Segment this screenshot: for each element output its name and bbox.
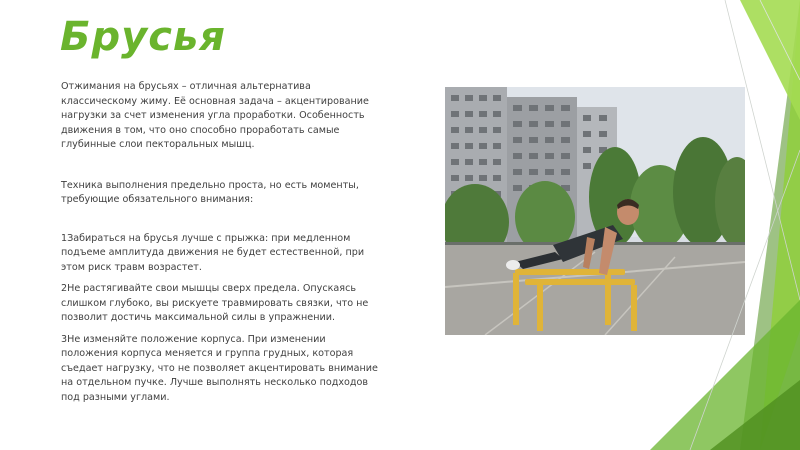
paragraph-intro: Отжимания на брусьях – отличная альтернатива классическому жиму. Её основная задача – акцентирование нагрузки за счет изменения угла проработки. Особенность движения в том, что оно способно проработать самые глубинные слои пекторальных мышц.	[61, 81, 369, 150]
slide-body	[61, 80, 383, 412]
slide-title: Брусья	[60, 14, 226, 60]
paragraph-step-1: 1Забираться на брусья лучше с прыжка: при медленном подъеме амплитуда движения не будет естественной, при этом риск травм возрастет.	[61, 232, 365, 273]
paragraph-technique: Техника выполнения предельно проста, но есть моменты, требующие обязательного внимания:	[61, 179, 359, 205]
paragraph-step-3: 3Не изменяйте положение корпуса. При изменении положения корпуса меняется и группа грудных, которая съедает нагрузку, что не позволяет акцентировать внимание на отдельном пучке. Лучше выполнять несколько подходов под разными углами.	[61, 333, 378, 403]
paragraph-step-2: 2Не растягивайте свои мышцы сверх предела. Опускаясь слишком глубоко, вы рискуете травмировать связки, что не позволит достичь максимальной силы в упражнении.	[61, 283, 369, 323]
decorative-green-shapes	[590, 0, 800, 450]
